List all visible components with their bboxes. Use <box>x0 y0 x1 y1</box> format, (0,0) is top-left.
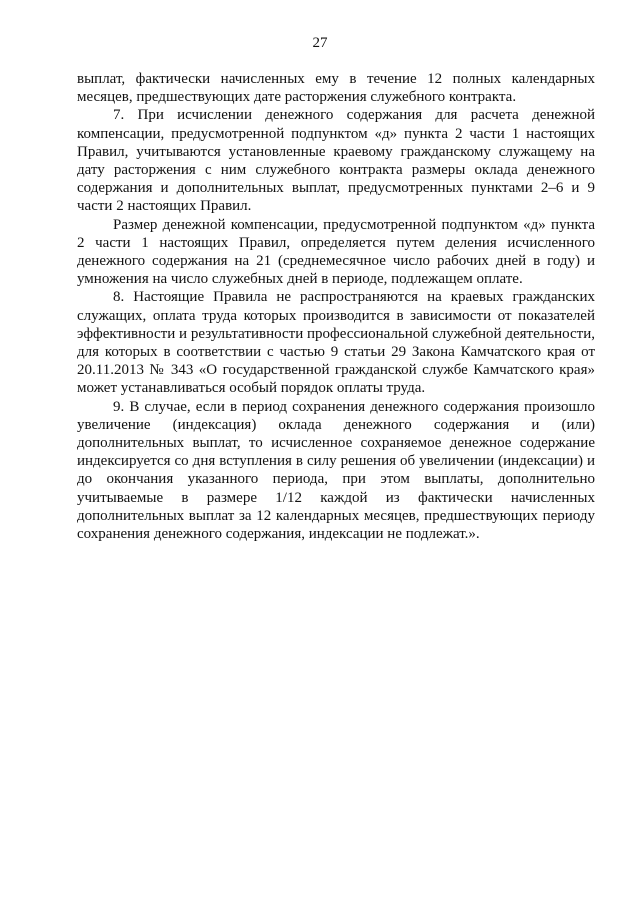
paragraph-continuation: выплат, фактически начисленных ему в течение 12 полных календарных месяцев, предшествующих дате расторжения служебного контракта. <box>77 71 595 106</box>
paragraph-8: 8. Настоящие Правила не распространяются на краевых гражданских служащих, оплата труда которых производится в зависимости от показателей эффективности и результативности профессиональной служебной деятельности, для которых в соответствии с частью 9 статьи 29 Закона Камчатского края от 20.11.2013 № 343 «О государственной гражданской службе Камчатского края» может устанавливаться особый порядок оплаты труда. <box>77 289 595 397</box>
paragraph-7: 7. При исчислении денежного содержания для расчета денежной компенсации, предусмотренной подпунктом «д» пункта 2 части 1 настоящих Правил, учитываются установленные краевому гражданскому служащему на дату расторжения с ним служебного контракта размеры оклада денежного содержания и дополнительных выплат, предусмотренных пунктами 2–6 и 9 части 2 настоящих Правил. <box>77 107 595 215</box>
page-number: 27 <box>312 35 328 51</box>
document-body <box>77 70 595 543</box>
paragraph-compensation-size: Размер денежной компенсации, предусмотренной подпунктом «д» пункта 2 части 1 настоящих Правил, определяется путем деления исчисленного денежного содержания на 21 (среднемесячное число рабочих дней в году) и умножения на число служебных дней в периоде, подлежащем оплате. <box>77 216 595 288</box>
paragraph-9: 9. В случае, если в период сохранения денежного содержания произошло увеличение (индексация) оклада денежного содержания и (или) дополнительных выплат, то исчисленное сохраняемое денежное содержание индексируется со дня вступления в силу решения об увеличении (индексации) и до окончания указанного периода, при этом выплаты, дополнительно учитываемые в размере 1/12 каждой из фактически начисленных дополнительных выплат за 12 календарных месяцев, предшествующих периоду сохранения денежного содержания, индексации не подлежат.». <box>77 398 595 543</box>
